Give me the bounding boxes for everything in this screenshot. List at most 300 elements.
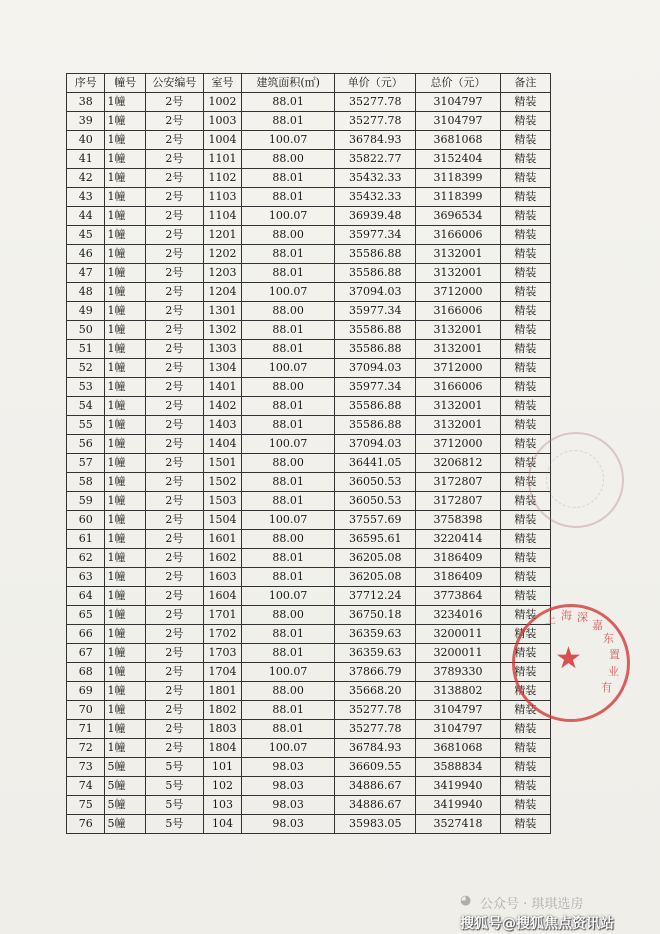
cell-total-price: 3152404 xyxy=(416,150,500,169)
cell-unit-price: 35277.78 xyxy=(335,701,416,720)
cell-police-number: 2号 xyxy=(146,511,204,530)
cell-seq: 71 xyxy=(67,720,105,739)
cell-unit-price: 36939.48 xyxy=(335,207,416,226)
cell-total-price: 3104797 xyxy=(416,720,500,739)
cell-unit-price: 37712.24 xyxy=(335,587,416,606)
cell-remark: 精装 xyxy=(500,112,550,131)
cell-room: 1702 xyxy=(203,625,241,644)
cell-room: 1101 xyxy=(203,150,241,169)
cell-room: 1003 xyxy=(203,112,241,131)
table-row xyxy=(67,568,551,587)
cell-seq: 49 xyxy=(67,302,105,321)
cell-room: 1502 xyxy=(203,473,241,492)
cell-area: 88.01 xyxy=(242,112,335,131)
cell-remark: 精装 xyxy=(500,587,550,606)
cell-unit-price: 35977.34 xyxy=(335,378,416,397)
cell-unit-price: 35977.34 xyxy=(335,302,416,321)
cell-room: 104 xyxy=(203,815,241,834)
cell-remark: 精装 xyxy=(500,644,550,663)
cell-total-price: 3118399 xyxy=(416,188,500,207)
cell-seq: 52 xyxy=(67,359,105,378)
cell-seq: 66 xyxy=(67,625,105,644)
table-row xyxy=(67,283,551,302)
cell-seq: 67 xyxy=(67,644,105,663)
cell-police-number: 2号 xyxy=(146,283,204,302)
cell-unit-price: 36050.53 xyxy=(335,492,416,511)
cell-area: 100.07 xyxy=(242,131,335,150)
cell-room: 101 xyxy=(203,758,241,777)
table-row xyxy=(67,758,551,777)
cell-seq: 76 xyxy=(67,815,105,834)
cell-building: 1幢 xyxy=(105,131,146,150)
cell-police-number: 2号 xyxy=(146,340,204,359)
cell-remark: 精装 xyxy=(500,777,550,796)
cell-area: 100.07 xyxy=(242,207,335,226)
cell-police-number: 5号 xyxy=(146,758,204,777)
cell-building: 1幢 xyxy=(105,511,146,530)
table-row xyxy=(67,207,551,226)
cell-seq: 65 xyxy=(67,606,105,625)
cell-room: 1402 xyxy=(203,397,241,416)
header-remark: 备注 xyxy=(500,74,550,93)
cell-police-number: 2号 xyxy=(146,378,204,397)
cell-unit-price: 35977.34 xyxy=(335,226,416,245)
cell-police-number: 2号 xyxy=(146,549,204,568)
table-row xyxy=(67,188,551,207)
cell-area: 88.01 xyxy=(242,416,335,435)
cell-area: 88.01 xyxy=(242,188,335,207)
cell-area: 88.00 xyxy=(242,150,335,169)
cell-police-number: 2号 xyxy=(146,739,204,758)
cell-unit-price: 35586.88 xyxy=(335,264,416,283)
cell-building: 1幢 xyxy=(105,530,146,549)
cell-remark: 精装 xyxy=(500,454,550,473)
cell-room: 1603 xyxy=(203,568,241,587)
table-row xyxy=(67,511,551,530)
cell-total-price: 3104797 xyxy=(416,93,500,112)
cell-unit-price: 36359.63 xyxy=(335,625,416,644)
header-area: 建筑面积(㎡) xyxy=(242,74,335,93)
cell-area: 100.07 xyxy=(242,435,335,454)
cell-seq: 46 xyxy=(67,245,105,264)
cell-seq: 64 xyxy=(67,587,105,606)
table-row xyxy=(67,549,551,568)
cell-police-number: 2号 xyxy=(146,473,204,492)
table-row xyxy=(67,416,551,435)
cell-room: 1802 xyxy=(203,701,241,720)
cell-room: 103 xyxy=(203,796,241,815)
cell-total-price: 3234016 xyxy=(416,606,500,625)
cell-room: 1103 xyxy=(203,188,241,207)
cell-remark: 精装 xyxy=(500,226,550,245)
cell-building: 1幢 xyxy=(105,435,146,454)
cell-building: 1幢 xyxy=(105,93,146,112)
cell-building: 1幢 xyxy=(105,720,146,739)
cell-seq: 63 xyxy=(67,568,105,587)
table-row xyxy=(67,473,551,492)
table-row xyxy=(67,302,551,321)
cell-total-price: 3132001 xyxy=(416,340,500,359)
table-row xyxy=(67,321,551,340)
wechat-icon: ◕ xyxy=(460,893,472,908)
cell-police-number: 2号 xyxy=(146,587,204,606)
cell-building: 1幢 xyxy=(105,701,146,720)
table-row xyxy=(67,644,551,663)
table-row xyxy=(67,226,551,245)
cell-total-price: 3712000 xyxy=(416,283,500,302)
table-row xyxy=(67,93,551,112)
cell-unit-price: 37557.69 xyxy=(335,511,416,530)
cell-area: 98.03 xyxy=(242,758,335,777)
table-row xyxy=(67,340,551,359)
table-row xyxy=(67,796,551,815)
cell-remark: 精装 xyxy=(500,264,550,283)
cell-remark: 精装 xyxy=(500,568,550,587)
cell-room: 1304 xyxy=(203,359,241,378)
cell-area: 88.01 xyxy=(242,93,335,112)
cell-police-number: 2号 xyxy=(146,131,204,150)
cell-unit-price: 34886.67 xyxy=(335,796,416,815)
cell-unit-price: 36441.05 xyxy=(335,454,416,473)
cell-building: 1幢 xyxy=(105,397,146,416)
cell-total-price: 3104797 xyxy=(416,701,500,720)
cell-total-price: 3206812 xyxy=(416,454,500,473)
cell-building: 1幢 xyxy=(105,625,146,644)
cell-building: 1幢 xyxy=(105,663,146,682)
table-row xyxy=(67,454,551,473)
cell-police-number: 2号 xyxy=(146,663,204,682)
cell-building: 5幢 xyxy=(105,758,146,777)
cell-total-price: 3172807 xyxy=(416,492,500,511)
cell-area: 88.01 xyxy=(242,169,335,188)
cell-police-number: 2号 xyxy=(146,454,204,473)
cell-remark: 精装 xyxy=(500,435,550,454)
cell-remark: 精装 xyxy=(500,739,550,758)
table-row xyxy=(67,739,551,758)
cell-remark: 精装 xyxy=(500,511,550,530)
cell-building: 5幢 xyxy=(105,815,146,834)
cell-unit-price: 35586.88 xyxy=(335,397,416,416)
cell-area: 88.01 xyxy=(242,245,335,264)
cell-area: 100.07 xyxy=(242,587,335,606)
table-row xyxy=(67,435,551,454)
table-row xyxy=(67,245,551,264)
cell-area: 98.03 xyxy=(242,815,335,834)
watermark-site: 搜狐号@搜狐焦点资讯站 xyxy=(460,916,614,932)
cell-unit-price: 37094.03 xyxy=(335,435,416,454)
cell-total-price: 3696534 xyxy=(416,207,500,226)
cell-remark: 精装 xyxy=(500,758,550,777)
cell-seq: 62 xyxy=(67,549,105,568)
cell-seq: 47 xyxy=(67,264,105,283)
cell-seq: 69 xyxy=(67,682,105,701)
cell-unit-price: 35432.33 xyxy=(335,169,416,188)
cell-total-price: 3132001 xyxy=(416,321,500,340)
cell-police-number: 2号 xyxy=(146,416,204,435)
cell-room: 1302 xyxy=(203,321,241,340)
cell-building: 1幢 xyxy=(105,321,146,340)
cell-total-price: 3166006 xyxy=(416,302,500,321)
cell-area: 100.07 xyxy=(242,739,335,758)
cell-building: 1幢 xyxy=(105,549,146,568)
watermark-account: 公众号 · 琪琪选房 xyxy=(480,897,584,912)
table-row xyxy=(67,150,551,169)
cell-building: 1幢 xyxy=(105,302,146,321)
cell-area: 88.00 xyxy=(242,226,335,245)
cell-remark: 精装 xyxy=(500,663,550,682)
cell-room: 1504 xyxy=(203,511,241,530)
cell-room: 1204 xyxy=(203,283,241,302)
header-police-number: 公安编号 xyxy=(146,74,204,93)
cell-room: 1004 xyxy=(203,131,241,150)
cell-total-price: 3758398 xyxy=(416,511,500,530)
cell-total-price: 3681068 xyxy=(416,739,500,758)
cell-room: 1201 xyxy=(203,226,241,245)
watermark xyxy=(430,893,660,931)
cell-room: 1401 xyxy=(203,378,241,397)
cell-room: 1801 xyxy=(203,682,241,701)
cell-remark: 精装 xyxy=(500,549,550,568)
cell-total-price: 3200011 xyxy=(416,625,500,644)
cell-seq: 50 xyxy=(67,321,105,340)
cell-seq: 39 xyxy=(67,112,105,131)
cell-room: 1503 xyxy=(203,492,241,511)
table-row xyxy=(67,169,551,188)
cell-room: 1602 xyxy=(203,549,241,568)
cell-police-number: 2号 xyxy=(146,321,204,340)
cell-room: 1303 xyxy=(203,340,241,359)
price-list-table xyxy=(66,73,551,834)
cell-police-number: 2号 xyxy=(146,606,204,625)
cell-room: 1501 xyxy=(203,454,241,473)
cell-area: 100.07 xyxy=(242,283,335,302)
cell-remark: 精装 xyxy=(500,378,550,397)
cell-building: 1幢 xyxy=(105,264,146,283)
cell-remark: 精装 xyxy=(500,150,550,169)
cell-building: 1幢 xyxy=(105,283,146,302)
cell-unit-price: 35983.05 xyxy=(335,815,416,834)
cell-remark: 精装 xyxy=(500,416,550,435)
cell-building: 5幢 xyxy=(105,777,146,796)
cell-area: 98.03 xyxy=(242,777,335,796)
cell-area: 88.00 xyxy=(242,454,335,473)
table-row xyxy=(67,606,551,625)
table-row xyxy=(67,815,551,834)
cell-building: 1幢 xyxy=(105,359,146,378)
cell-building: 5幢 xyxy=(105,796,146,815)
company-seal-stamp: 上 海 深 嘉 东 置 业 有 ★ xyxy=(512,604,630,722)
cell-remark: 精装 xyxy=(500,131,550,150)
cell-police-number: 2号 xyxy=(146,150,204,169)
cell-area: 100.07 xyxy=(242,511,335,530)
cell-unit-price: 34886.67 xyxy=(335,777,416,796)
cell-area: 88.00 xyxy=(242,682,335,701)
cell-remark: 精装 xyxy=(500,796,550,815)
table-row xyxy=(67,663,551,682)
cell-room: 1403 xyxy=(203,416,241,435)
cell-remark: 精装 xyxy=(500,682,550,701)
cell-total-price: 3789330 xyxy=(416,663,500,682)
cell-building: 1幢 xyxy=(105,378,146,397)
cell-remark: 精装 xyxy=(500,169,550,188)
cell-room: 1804 xyxy=(203,739,241,758)
cell-seq: 57 xyxy=(67,454,105,473)
cell-unit-price: 37094.03 xyxy=(335,359,416,378)
cell-police-number: 2号 xyxy=(146,93,204,112)
cell-total-price: 3104797 xyxy=(416,112,500,131)
table-row xyxy=(67,378,551,397)
cell-seq: 58 xyxy=(67,473,105,492)
cell-seq: 70 xyxy=(67,701,105,720)
cell-police-number: 2号 xyxy=(146,568,204,587)
cell-police-number: 2号 xyxy=(146,359,204,378)
cell-room: 1703 xyxy=(203,644,241,663)
cell-unit-price: 35586.88 xyxy=(335,245,416,264)
cell-building: 1幢 xyxy=(105,606,146,625)
cell-total-price: 3220414 xyxy=(416,530,500,549)
cell-total-price: 3172807 xyxy=(416,473,500,492)
cell-unit-price: 37094.03 xyxy=(335,283,416,302)
cell-area: 88.00 xyxy=(242,378,335,397)
cell-unit-price: 35586.88 xyxy=(335,321,416,340)
cell-building: 1幢 xyxy=(105,207,146,226)
table-row xyxy=(67,530,551,549)
cell-room: 1601 xyxy=(203,530,241,549)
cell-total-price: 3712000 xyxy=(416,359,500,378)
cell-seq: 56 xyxy=(67,435,105,454)
cell-building: 1幢 xyxy=(105,492,146,511)
table-row xyxy=(67,397,551,416)
cell-remark: 精装 xyxy=(500,492,550,511)
cell-unit-price: 35822.77 xyxy=(335,150,416,169)
cell-police-number: 2号 xyxy=(146,264,204,283)
header-building: 幢号 xyxy=(105,74,146,93)
cell-police-number: 5号 xyxy=(146,815,204,834)
cell-building: 1幢 xyxy=(105,226,146,245)
cell-area: 88.00 xyxy=(242,606,335,625)
cell-seq: 68 xyxy=(67,663,105,682)
cell-seq: 72 xyxy=(67,739,105,758)
cell-police-number: 2号 xyxy=(146,188,204,207)
cell-seq: 48 xyxy=(67,283,105,302)
cell-total-price: 3419940 xyxy=(416,777,500,796)
cell-unit-price: 36609.55 xyxy=(335,758,416,777)
cell-remark: 精装 xyxy=(500,815,550,834)
cell-area: 88.01 xyxy=(242,644,335,663)
cell-area: 88.01 xyxy=(242,492,335,511)
cell-area: 88.01 xyxy=(242,340,335,359)
cell-police-number: 2号 xyxy=(146,701,204,720)
cell-police-number: 5号 xyxy=(146,796,204,815)
cell-building: 1幢 xyxy=(105,416,146,435)
cell-building: 1幢 xyxy=(105,112,146,131)
cell-remark: 精装 xyxy=(500,321,550,340)
cell-unit-price: 35277.78 xyxy=(335,112,416,131)
cell-total-price: 3132001 xyxy=(416,416,500,435)
cell-area: 100.07 xyxy=(242,663,335,682)
cell-unit-price: 35277.78 xyxy=(335,93,416,112)
table-row xyxy=(67,264,551,283)
cell-unit-price: 36595.61 xyxy=(335,530,416,549)
table-row xyxy=(67,359,551,378)
cell-room: 1604 xyxy=(203,587,241,606)
cell-total-price: 3132001 xyxy=(416,264,500,283)
cell-remark: 精装 xyxy=(500,606,550,625)
cell-police-number: 2号 xyxy=(146,302,204,321)
cell-remark: 精装 xyxy=(500,188,550,207)
cell-room: 1002 xyxy=(203,93,241,112)
cell-area: 88.01 xyxy=(242,321,335,340)
table-header-row xyxy=(67,74,551,93)
cell-unit-price: 37866.79 xyxy=(335,663,416,682)
table-row xyxy=(67,131,551,150)
cell-total-price: 3166006 xyxy=(416,378,500,397)
cell-police-number: 2号 xyxy=(146,245,204,264)
cell-seq: 59 xyxy=(67,492,105,511)
cell-room: 1102 xyxy=(203,169,241,188)
cell-room: 1203 xyxy=(203,264,241,283)
cell-remark: 精装 xyxy=(500,283,550,302)
cell-total-price: 3527418 xyxy=(416,815,500,834)
table-row xyxy=(67,777,551,796)
cell-building: 1幢 xyxy=(105,188,146,207)
cell-area: 88.01 xyxy=(242,720,335,739)
cell-area: 88.01 xyxy=(242,625,335,644)
cell-seq: 75 xyxy=(67,796,105,815)
cell-area: 88.01 xyxy=(242,397,335,416)
cell-building: 1幢 xyxy=(105,340,146,359)
cell-total-price: 3681068 xyxy=(416,131,500,150)
cell-unit-price: 35586.88 xyxy=(335,416,416,435)
cell-building: 1幢 xyxy=(105,169,146,188)
cell-seq: 53 xyxy=(67,378,105,397)
table-row xyxy=(67,682,551,701)
cell-seq: 38 xyxy=(67,93,105,112)
cell-total-price: 3200011 xyxy=(416,644,500,663)
cell-area: 88.01 xyxy=(242,549,335,568)
cell-remark: 精装 xyxy=(500,720,550,739)
table-row xyxy=(67,625,551,644)
table-row xyxy=(67,492,551,511)
cell-unit-price: 36050.53 xyxy=(335,473,416,492)
cell-building: 1幢 xyxy=(105,568,146,587)
table-body xyxy=(67,93,551,834)
cell-seq: 51 xyxy=(67,340,105,359)
cell-building: 1幢 xyxy=(105,150,146,169)
cell-seq: 45 xyxy=(67,226,105,245)
cell-remark: 精装 xyxy=(500,340,550,359)
cell-police-number: 2号 xyxy=(146,644,204,663)
cell-remark: 精装 xyxy=(500,397,550,416)
cell-remark: 精装 xyxy=(500,93,550,112)
cell-total-price: 3186409 xyxy=(416,568,500,587)
header-seq: 序号 xyxy=(67,74,105,93)
cell-total-price: 3118399 xyxy=(416,169,500,188)
cell-room: 1404 xyxy=(203,435,241,454)
cell-room: 102 xyxy=(203,777,241,796)
cell-police-number: 2号 xyxy=(146,207,204,226)
cell-police-number: 2号 xyxy=(146,169,204,188)
cell-building: 1幢 xyxy=(105,454,146,473)
cell-unit-price: 36205.08 xyxy=(335,568,416,587)
cell-seq: 43 xyxy=(67,188,105,207)
cell-room: 1704 xyxy=(203,663,241,682)
cell-police-number: 2号 xyxy=(146,226,204,245)
cell-total-price: 3132001 xyxy=(416,245,500,264)
cell-unit-price: 36359.63 xyxy=(335,644,416,663)
cell-police-number: 2号 xyxy=(146,625,204,644)
cell-building: 1幢 xyxy=(105,682,146,701)
